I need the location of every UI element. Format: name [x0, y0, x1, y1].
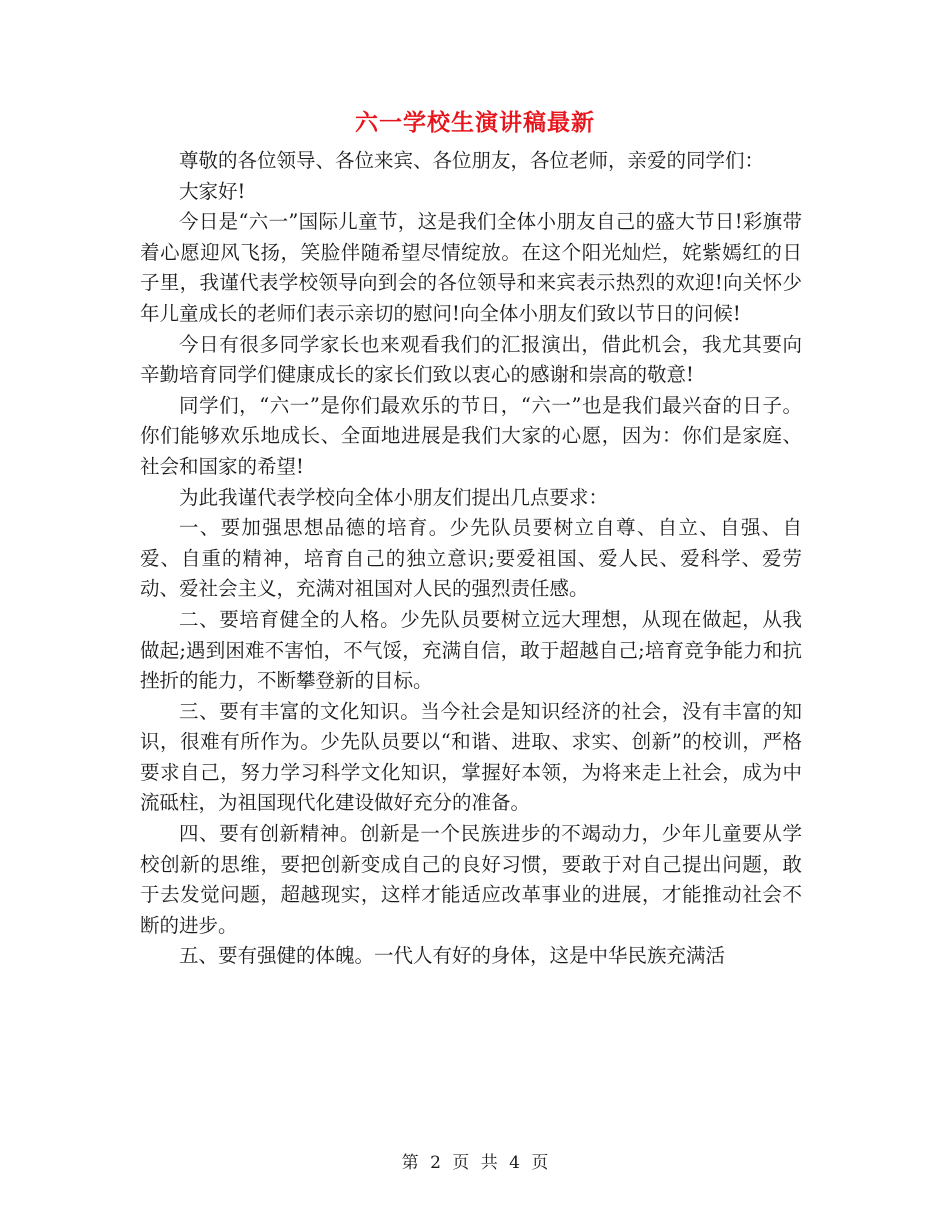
paragraph-requirement-5: 五、要有强健的体魄。一代人有好的身体，这是中华民族充满活 — [179, 944, 726, 968]
paragraph-requirements-intro: 为此我谨代表学校向全体小朋友们提出几点要求： — [179, 485, 609, 509]
page-footer: 第 2 页 共 4 页 — [401, 1153, 549, 1173]
paragraph-parents: 今日有很多同学家长也来观看我们的汇报演出，借此机会，我尤其要向辛勤培育同学们健康成长的家长们致以衷心的感谢和崇高的敬意! — [140, 332, 802, 387]
paragraph-children-day: 今日是“六一”国际儿童节，这是我们全体小朋友自己的盛大节日!彩旗带着心愿迎风飞扬，笑脸伴随希望尽情绽放。在这个阳光灿烂，姹紫嫣红的日子里，我谨代表学校领导向到会的各位领导和来宾表示热烈的欢迎!向关怀少年儿童成长的老师们表示亲切的慰问!向全体小朋友们致以节日的问候! — [140, 210, 802, 325]
paragraph-requirement-3: 三、要有丰富的文化知识。当今社会是知识经济的社会，没有丰富的知识，很难有所作为。少先队员要以“和谐、进取、求实、创新”的校训，严格要求自己，努力学习科学文化知识，掌握好本领，为将来走上社会，成为中流砥柱，为祖国现代化建设做好充分的准备。 — [140, 699, 802, 815]
paragraph-requirement-2: 二、要培育健全的人格。少先队员要树立远大理想，从现在做起，从我做起;遇到困难不害怕，不气馁，充满自信，敢于超越自己;培育竞争能力和抗挫折的能力，不断攀登新的目标。 — [140, 607, 802, 693]
paragraph-students: 同学们，“六一”是你们最欢乐的节日，“六一”也是我们最兴奋的日子。你们能够欢乐地成长、全面地进展是我们大家的心愿，因为：你们是家庭、社会和国家的希望! — [140, 393, 802, 478]
paragraph-greeting: 大家好! — [179, 179, 246, 203]
paragraph-requirement-1: 一、要加强思想品德的培育。少先队员要树立自尊、自立、自强、自爱、自重的精神，培育自己的独立意识;要爱祖国、爱人民、爱科学、爱劳动、爱社会主义，充满对祖国对人民的强烈责任感。 — [140, 516, 802, 601]
document-title: 六一学校生演讲稿最新 — [355, 110, 595, 136]
paragraph-salutation: 尊敬的各位领导、各位来宾、各位朋友，各位老师，亲爱的同学们： — [179, 149, 765, 172]
document-body — [140, 146, 802, 972]
paragraph-requirement-4: 四、要有创新精神。创新是一个民族进步的不竭动力，少年儿童要从学校创新的思维，要把创新变成自己的良好习惯，要敢于对自己提出问题，敢于去发觉问题，超越现实，这样才能适应改革事业的进展，才能推动社会不断的进步。 — [140, 822, 802, 937]
